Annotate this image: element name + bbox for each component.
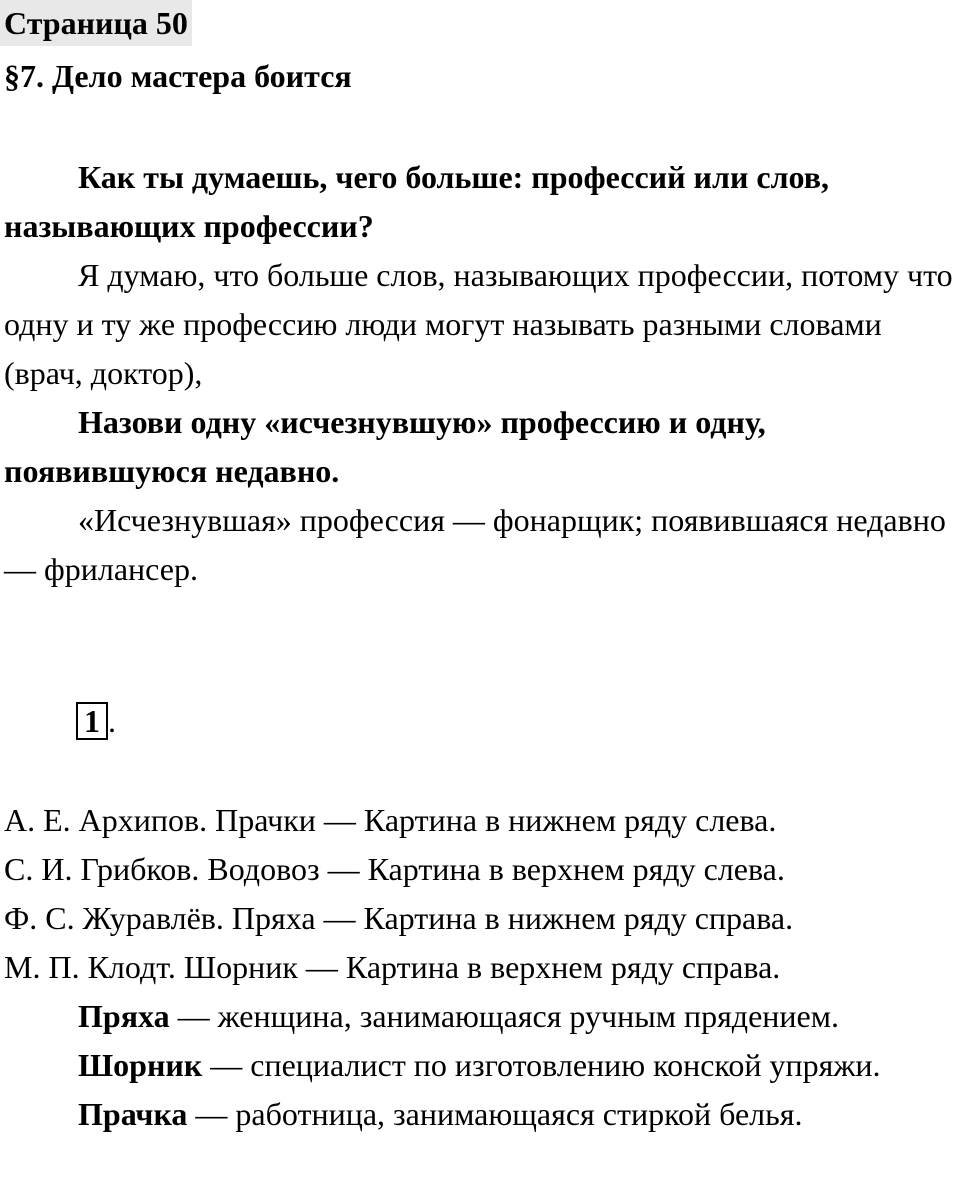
- definition-term: Пряха: [78, 998, 170, 1034]
- qa-block: [4, 153, 960, 594]
- painting-line: С. И. Грибков. Водовоз — Картина в верхнем ряду слева.: [4, 851, 785, 887]
- task-1-answer: [4, 796, 960, 1139]
- definition-text: — женщина, занимающаяся ручным прядением.: [169, 998, 839, 1034]
- section-title: §7. Дело мастера боится: [4, 58, 352, 94]
- task-number-box: 1: [76, 702, 108, 740]
- answer-2: «Исчезнувшая» профессия — фонарщик; появившаяся недавно — фрилансер.: [4, 502, 946, 587]
- definition-term: Прачка: [78, 1096, 188, 1132]
- definition-text: — работница, занимающаяся стиркой белья.: [187, 1096, 803, 1132]
- answer-1: Я думаю, что больше слов, называющих профессии, потому что одну и ту же профессию люди могут называть разными словами (врач, доктор),: [4, 257, 953, 391]
- question-2: Назови одну «исчезнувшую» профессию и одну, появившуюся недавно.: [4, 404, 766, 489]
- task-number: [76, 701, 116, 741]
- definition-text: — специалист по изготовлению конской упряжи.: [202, 1047, 881, 1083]
- definition-pryakha: [4, 992, 960, 1041]
- question-1: Как ты думаешь, чего больше: профессий или слов, называющих профессии?: [4, 159, 830, 244]
- definition-shornik: [4, 1041, 960, 1090]
- painting-line: А. Е. Архипов. Прачки — Картина в нижнем ряду слева.: [4, 802, 777, 838]
- definition-term: Шорник: [78, 1047, 203, 1083]
- task-number-dot: .: [108, 703, 116, 739]
- painting-line: М. П. Клодт. Шорник — Картина в верхнем ряду справа.: [4, 949, 781, 985]
- page-number-label: Страница 50: [0, 0, 192, 46]
- painting-line: Ф. С. Журавлёв. Пряха — Картина в нижнем ряду справа.: [4, 900, 794, 936]
- definition-prachka: [4, 1090, 960, 1139]
